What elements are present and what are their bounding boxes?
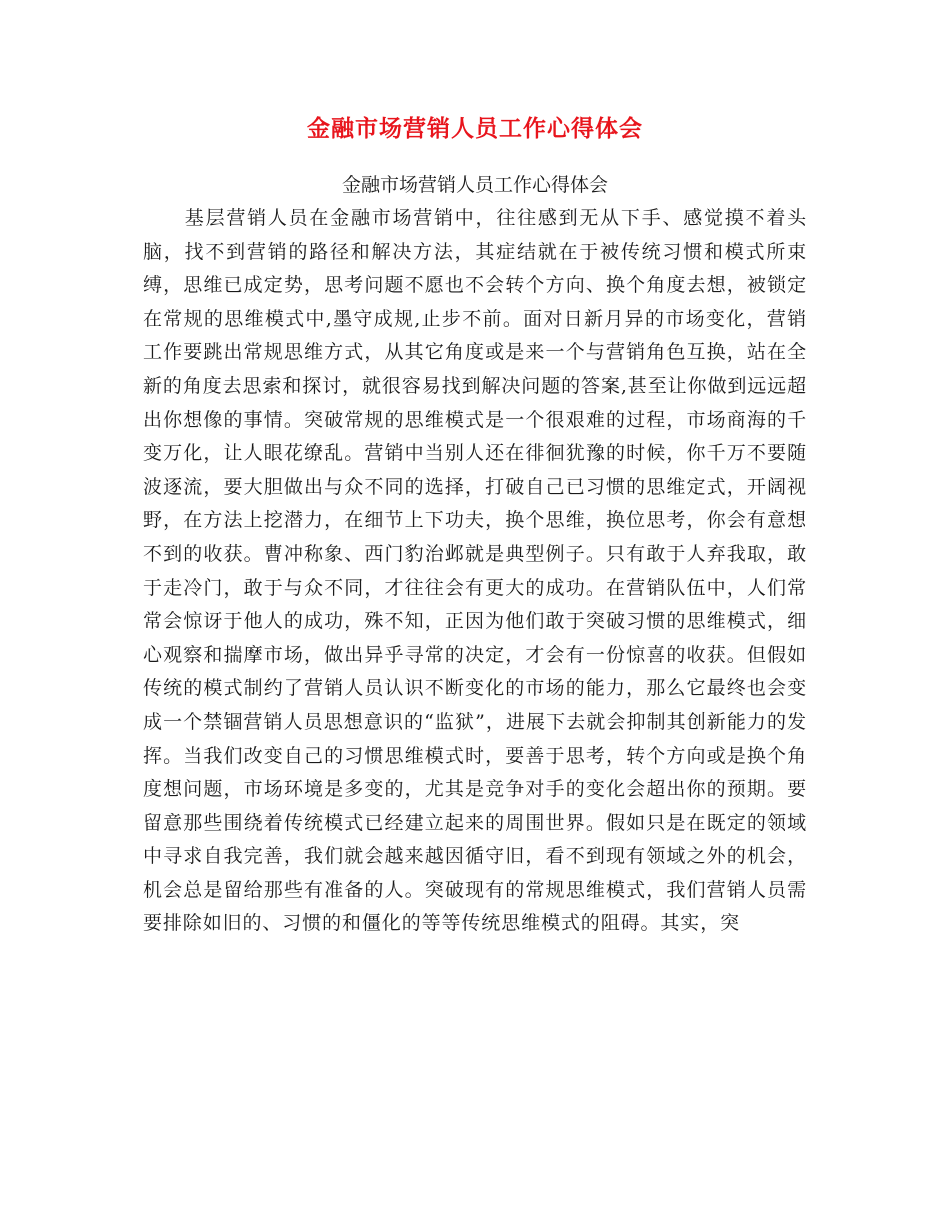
document-subtitle: 金融市场营销人员工作心得体会 (341, 174, 608, 196)
document-title: 金融市场营销人员工作心得体会 (307, 115, 643, 142)
body-paragraph: 基层营销人员在金融市场营销中，往往感到无从下手、感觉摸不着头脑，找不到营销的路径和解决方法，其症结就在于被传统习惯和模式所束缚，思维已成定势，思考问题不愿也不会转个方向、换个角度去想，被锁定在常规的思维模式中,墨守成规,止步不前。面对日新月异的市场变化，营销工作要跳出常规思维方式，从其它角度或是来一个与营销角色互换，站在全新的角度去思索和探讨，就很容易找到解决问题的答案,甚至让你做到远远超出你想像的事情。突破常规的思维模式是一个很艰难的过程，市场商海的千变万化，让人眼花缭乱。营销中当别人还在徘徊犹豫的时候，你千万不要随波逐流，要大胆做出与众不同的选择，打破自己已习惯的思维定式，开阔视野，在方法上挖潜力，在细节上下功夫，换个思维，换位思考，你会有意想不到的收获。曹冲称象、西门豹治邺就是典型例子。只有敢于人弃我取，敢于走冷门，敢于与众不同，才往往会有更大的成功。在营销队伍中，人们常常会惊讶于他人的成功，殊不知，正因为他们敢于突破习惯的思维模式，细心观察和揣摩市场，做出异乎寻常的决定，才会有一份惊喜的收获。但假如传统的模式制约了营销人员认识不断变化的市场的能力，那么它最终也会变成一个禁锢营销人员思想意识的“监狱”，进展下去就会抑制其创新能力的发挥。当我们改变自己的习惯思维模式时，要善于思考，转个方向或是换个角度想问题，市场环境是多变的，尤其是竞争对手的变化会超出你的预期。要留意那些围绕着传统模式已经建立起来的周围世界。假如只是在既定的领域中寻求自我完善，我们就会越来越因循守旧，看不到现有领域之外的机会，机会总是留给那些有准备的人。突破现有的常规思维模式，我们营销人员需要排除如旧的、习惯的和僵化的等等传统思维模式的阻碍。其实，突 (143, 207, 807, 935)
